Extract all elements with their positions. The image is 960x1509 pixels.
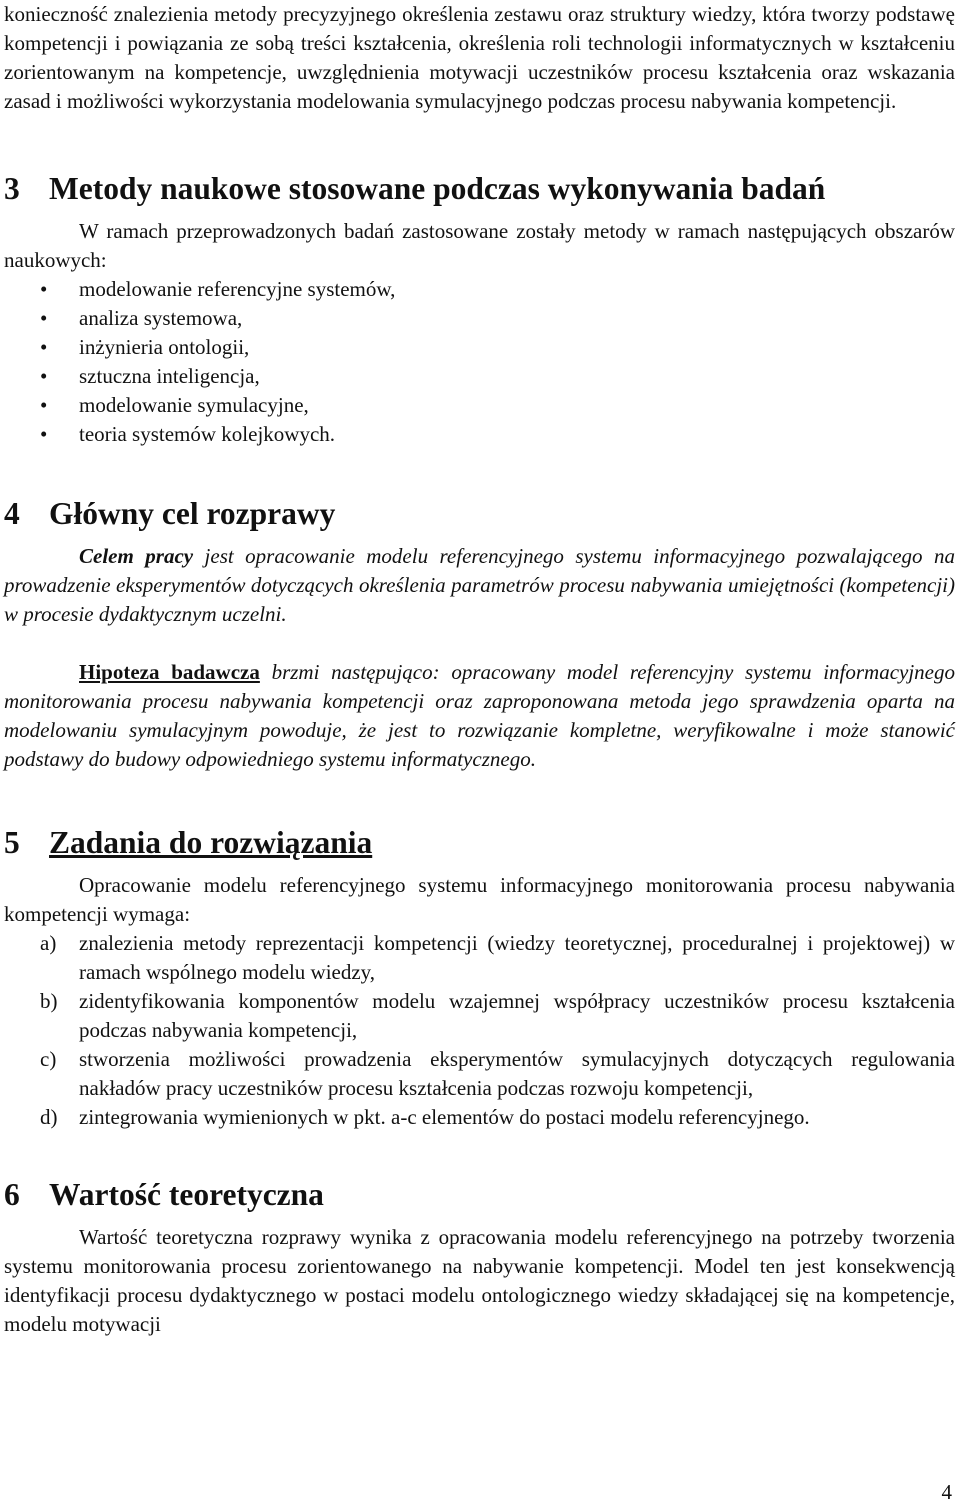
list-item: d) zintegrowania wymienionych w pkt. a-c elementów do postaci modelu referencyjnego. [4, 1103, 955, 1132]
goal-paragraph [4, 542, 955, 629]
section-3-number: 3 [4, 171, 20, 206]
section-6-number: 6 [4, 1177, 20, 1212]
section-5-number: 5 [4, 825, 20, 860]
list-item: c) stworzenia możliwości prowadzenia eksperymentów symulacyjnych dotyczących regulowania nakładów pracy uczestników procesu kształcenia podczas rozwoju kompetencji, [40, 1047, 955, 1100]
tasks-list [4, 929, 955, 1132]
hypothesis-paragraph [4, 658, 955, 774]
bullet-icon: • [40, 335, 48, 359]
section-3-title: Metody naukowe stosowane podczas wykonywania badań [49, 171, 826, 206]
list-item: • analiza systemowa, [4, 304, 955, 333]
list-item: a) znalezienia metody reprezentacji kompetencji (wiedzy teoretycznej, proceduralnej i projektowej) w ramach wspólnego modelu wiedzy, [40, 931, 955, 984]
section-3-heading [4, 171, 955, 206]
section-4-title: Główny cel rozprawy [49, 496, 336, 531]
list-item: • modelowanie symulacyjne, [4, 391, 955, 420]
list-item: • sztuczna inteligencja, [4, 362, 955, 391]
list-item: • modelowanie referencyjne systemów, [4, 275, 955, 304]
section-6-heading [4, 1177, 955, 1212]
list-marker: a) [40, 931, 57, 955]
list-item: b) zidentyfikowania komponentów modelu wzajemnej współpracy uczestników procesu kształcenia podczas nabywania kompetencji, [40, 989, 955, 1042]
section-4-number: 4 [4, 496, 20, 531]
intro-paragraph: konieczność znalezienia metody precyzyjnego określenia zestawu oraz struktury wiedzy, która tworzy podstawę kompetencji i powiązania ze sobą treści kształcenia, określenia roli technologii informatycznych w kształceniu zorientowanym na kompetencje, uwzględnienia motywacji uczestników procesu kształcenia oraz wskazania zasad i możliwości wykorzystania modelowania symulacyjnego podczas procesu nabywania kompetencji. [4, 2, 955, 113]
bullet-icon: • [40, 277, 48, 301]
research-methods-list [4, 275, 955, 449]
hypothesis-lead: Hipoteza badawcza [79, 660, 260, 684]
list-item: • teoria systemów kolejkowych. [4, 420, 955, 449]
section-6-title: Wartość teoretyczna [49, 1177, 324, 1212]
section-5-intro: Opracowanie modelu referencyjnego systemu informacyjnego monitorowania procesu nabywania kompetencji wymaga: [4, 873, 955, 926]
bullet-icon: • [40, 393, 48, 417]
bullet-icon: • [40, 422, 48, 446]
page-number: 4 [941, 1480, 952, 1504]
section-6-paragraph: Wartość teoretyczna rozprawy wynika z opracowania modelu referencyjnego na potrzeby tworzenia systemu monitorowania procesu zorientowanego na nabywanie kompetencji. Model ten jest konsekwencją identyfikacji procesu dydaktycznego w postaci modelu ontologicznego wiedzy składającej się na kompetencje, modelu motywacji [4, 1225, 955, 1336]
bullet-icon: • [40, 364, 48, 388]
section-4-heading [4, 496, 955, 531]
goal-lead: Celem pracy [79, 544, 194, 568]
list-item: • inżynieria ontologii, [4, 333, 955, 362]
section-5-title: Zadania do rozwiązania [49, 825, 373, 860]
list-marker: b) [40, 989, 58, 1013]
section-5-heading [4, 825, 955, 860]
bullet-icon: • [40, 306, 48, 330]
section-3-intro: W ramach przeprowadzonych badań zastosowane zostały metody w ramach następujących obszarów naukowych: [4, 219, 955, 272]
hypothesis-text: brzmi następująco: opracowany model referencyjny systemu informacyjnego monitorowania procesu nabywania kompetencji oraz zaproponowana metoda jego sprawdzenia oparta na modelowaniu symulacyjnym powoduje, że jest to rozwiązanie kompletne, weryfikowalne i może stanowić podstawy do budowy odpowiedniego systemu informatycznego. [4, 660, 955, 771]
goal-text: jest opracowanie modelu referencyjnego systemu informacyjnego pozwalającego na prowadzenie eksperymentów dotyczących określenia parametrów procesu nabywania umiejętności (kompetencji) w procesie dydaktycznym uczelni. [4, 544, 955, 626]
list-marker: d) [40, 1105, 58, 1129]
document-page [4, 0, 955, 1339]
list-marker: c) [40, 1047, 57, 1071]
